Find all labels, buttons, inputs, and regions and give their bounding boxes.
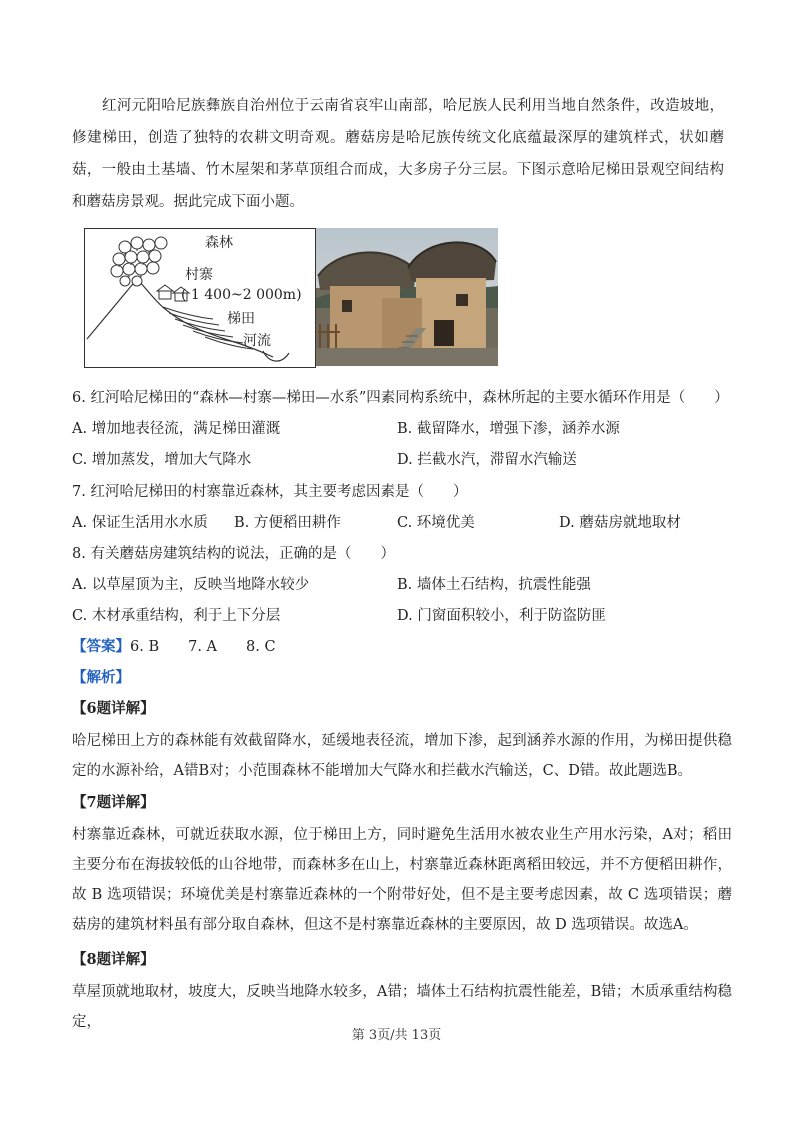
question-7-option-c: C. 环境优美 (397, 515, 475, 531)
section-7-title: 【7题详解】 (72, 794, 155, 811)
terrace-structure-diagram (84, 228, 316, 368)
label-forest: 森林 (205, 235, 233, 251)
label-village: 村寨 (185, 267, 213, 283)
question-6-stem: 6. 红河哈尼梯田的“森林—村寨—梯田—水系”四素同构系统中，森林所起的主要水循环作用是（ ） (72, 390, 729, 406)
question-6-option-c: C. 增加蒸发，增加大气降水 (72, 452, 252, 468)
forest-trees (111, 237, 167, 286)
question-8-option-c: C. 木材承重结构，利于上下分层 (72, 608, 281, 624)
page-footer: 第 3页/共 13页 (351, 1028, 442, 1043)
question-8-stem: 8. 有关蘑菇房建筑结构的说法，正确的是（ ） (72, 546, 395, 562)
answer-line (72, 637, 276, 657)
question-6-option-d: D. 拦截水汽，滞留水汽输送 (397, 452, 577, 468)
question-7-option-a: A. 保证生活用水水质 (72, 515, 208, 531)
question-6-option-b: B. 截留降水，增强下渗，涵养水源 (397, 421, 620, 437)
question-6-option-a: A. 增加地表径流，满足梯田灌溉 (72, 421, 281, 437)
question-8-option-a: A. 以草屋顶为主，反映当地降水较少 (72, 577, 310, 593)
label-elevation: ( 1 400~2 000m) (181, 287, 302, 303)
section-6-text: 哈尼梯田上方的森林能有效截留降水，延缓地表径流，增加下渗，起到涵养水源的作用，为梯田提供稳定的水源补给，A错B对；小范围森林不能增加大气降水和拦截水汽输送，C、D错。故此题选B。 (72, 733, 732, 779)
label-river: 河流 (243, 333, 271, 349)
section-8-text: 草屋顶就地取材，坡度大，反映当地降水较多，A错；墙体土石结构抗震性能差，B错；木质承重结构稳定， (72, 984, 732, 1030)
question-7-option-b: B. 方便稻田耕作 (234, 515, 341, 531)
question-7-option-d: D. 蘑菇房就地取材 (559, 515, 681, 531)
question-7-stem: 7. 红河哈尼梯田的村寨靠近森林，其主要考虑因素是（ ） (72, 484, 468, 500)
section-8-title: 【8题详解】 (72, 951, 155, 968)
mushroom-house-illustration (316, 228, 498, 366)
question-8-option-d: D. 门窗面积较小，利于防盗防匪 (397, 608, 606, 624)
answer-values: 6. B 7. A 8. C (130, 639, 276, 655)
label-terrace: 梯田 (227, 311, 255, 327)
section-7-text: 村寨靠近森林，可就近获取水源，位于梯田上方，同时避免生活用水被农业生产用水污染，A对；稻田主要分布在海拔较低的山谷地带，而森林多在山上，村寨靠近森林距离稻田较远，并不方便稻田耕作，故 B 选项错误；环境优美是村寨靠近森林的一个附带好处，但不是主要考虑因素，故 C 选项错误；蘑菇房的建筑材料虽有部分取自森林，但这不是村寨靠近森林的主要原因，故 D 选项错误。故选A。 (72, 827, 732, 933)
intro-paragraph: 红河元阳哈尼族彝族自治州位于云南省哀牢山南部，哈尼族人民利用当地自然条件，改造坡地，修建梯田，创造了独特的农耕文明奇观。蘑菇房是哈尼族传统文化底蕴最深厚的建筑样式，状如蘑菇，一般由土基墙、竹木屋架和茅草顶组合而成，大多房子分三层。下图示意哈尼梯田景观空间结构和蘑菇房景观。据此完成下面小题。 (72, 98, 724, 210)
analysis-heading (72, 668, 130, 688)
answer-tag: 【答案】 (72, 638, 130, 655)
question-8-option-b: B. 墙体土石结构，抗震性能强 (397, 577, 591, 593)
analysis-tag: 【解析】 (72, 669, 130, 686)
mushroom-house-photo (316, 228, 498, 366)
section-6-title: 【6题详解】 (72, 700, 155, 717)
